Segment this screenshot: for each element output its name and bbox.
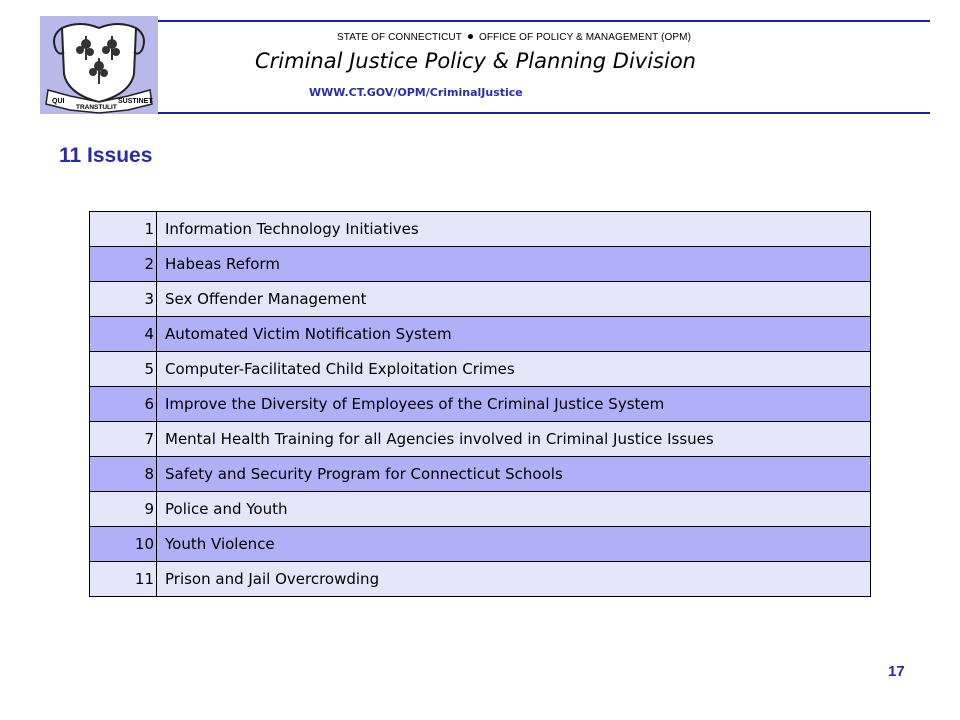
seal-motto-right: SUSTINET [118,98,153,105]
issue-text: Mental Health Training for all Agencies involved in Criminal Justice Issues [157,422,871,457]
issue-number: 10 [90,527,157,562]
seal-motto-left: QUI [52,98,65,105]
page-number: 17 [888,663,905,680]
issue-text: Sex Offender Management [157,282,871,317]
issue-text: Police and Youth [157,492,871,527]
issue-number: 1 [90,212,157,247]
issue-text: Habeas Reform [157,247,871,282]
table-row [90,352,871,387]
issue-number: 4 [90,317,157,352]
issue-number: 6 [90,387,157,422]
issues-table [89,211,871,597]
issue-number: 7 [90,422,157,457]
issue-number: 11 [90,562,157,597]
division-title: Criminal Justice Policy & Planning Division [255,49,696,73]
table-row [90,387,871,422]
seal-motto-mid: TRANSTULIT [76,104,117,111]
issue-text: Improve the Diversity of Employees of the Criminal Justice System [157,387,871,422]
connecticut-seal-icon [40,16,158,114]
issue-number: 9 [90,492,157,527]
issue-text: Youth Violence [157,527,871,562]
table-row [90,282,871,317]
table-row [90,212,871,247]
issue-number: 5 [90,352,157,387]
state-name: STATE OF CONNECTICUT [337,32,462,43]
state-seal [40,16,158,114]
table-row [90,457,871,492]
issue-text: Prison and Jail Overcrowding [157,562,871,597]
slide-title: 11 Issues [59,144,153,167]
table-row [90,492,871,527]
issue-number: 3 [90,282,157,317]
table-row [90,317,871,352]
header-bottom-rule [158,112,930,114]
header-top-rule [158,20,930,22]
division-url[interactable]: WWW.CT.GOV/OPM/CriminalJustice [309,86,523,99]
issue-text: Automated Victim Notification System [157,317,871,352]
table-row [90,422,871,457]
issue-number: 8 [90,457,157,492]
table-row [90,562,871,597]
office-name: OFFICE OF POLICY & MANAGEMENT (OPM) [478,32,692,43]
bullet-icon [468,34,473,39]
issue-number: 2 [90,247,157,282]
table-row [90,247,871,282]
issue-text: Information Technology Initiatives [157,212,871,247]
issue-text: Computer-Facilitated Child Exploitation Crimes [157,352,871,387]
header-agency-line [337,32,691,43]
issue-text: Safety and Security Program for Connecticut Schools [157,457,871,492]
table-row [90,527,871,562]
